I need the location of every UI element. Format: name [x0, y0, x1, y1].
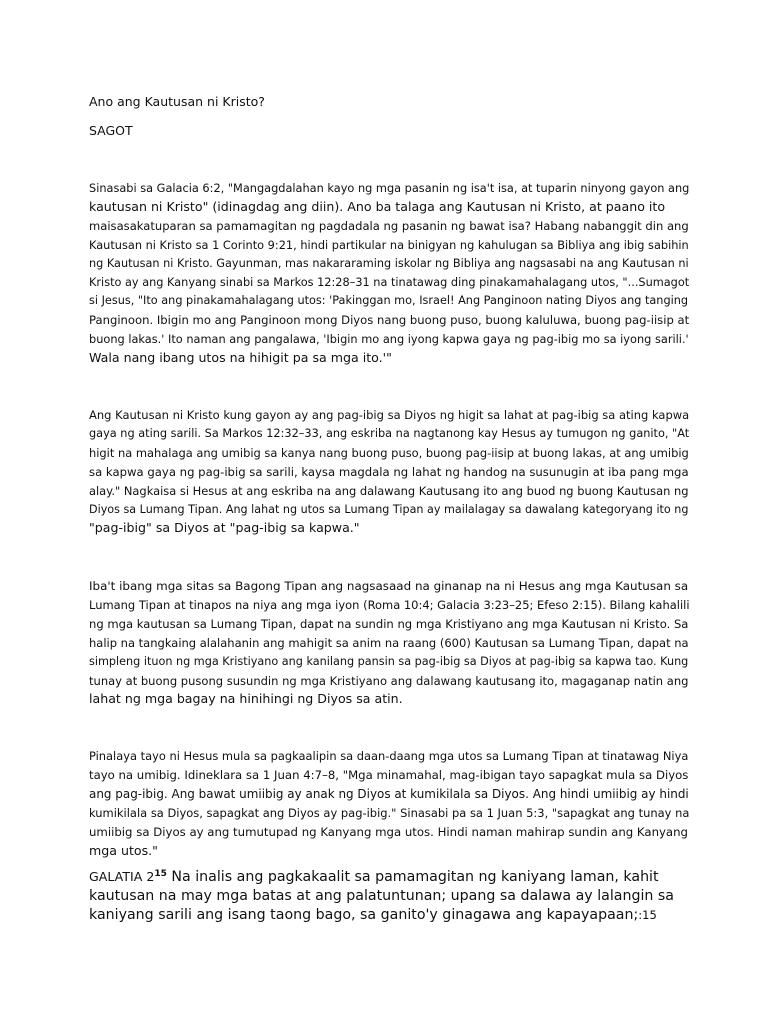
- paragraph-line: Pinalaya tayo ni Hesus mula sa pagkaalipin sa daan-daang mga utos sa Lumang Tipan at tinatawag Niya: [89, 749, 689, 763]
- verse-tail-ref: :15: [638, 907, 657, 922]
- paragraph-line: ng Kautusan ni Kristo. Gayunman, mas nakararaming iskolar ng Bibliya ang nagsasabi na ang Kautusan ni: [89, 256, 689, 270]
- paragraph-line: Ang Kautusan ni Kristo kung gayon ay ang pag-ibig sa Diyos ng higit sa lahat at pag-ibig sa ating kapwa: [89, 408, 690, 422]
- paragraph-3: [89, 577, 689, 709]
- paragraph-line: Lumang Tipan at tinapos na niya ang mga iyon (Roma 10:4; Galacia 3:23–25; Efeso 2:15). Bilang kahalili: [89, 597, 690, 612]
- paragraph-line: ang pag-ibig. Ang bawat umiibig ay anak ng Diyos at kumikilala sa Diyos. Ang hindi umiibig ay hindi: [89, 786, 689, 801]
- paragraph-line: tayo na umibig. Idineklara sa 1 Juan 4:7–8, "Mga minamahal, mag-ibigan tayo sapagkat mula sa Diyos: [89, 767, 689, 782]
- paragraph-line: Sinasabi sa Galacia 6:2, "Mangagdalahan kayo ng mga pasanin ng isa't isa, at tuparin ninyong gayon ang: [89, 181, 690, 195]
- paragraph-line: higit na mahalaga ang umibig sa kanya nang buong puso, buong pag-iisip at buong lakas, at ang umibig: [89, 445, 689, 460]
- verse-number: 15: [154, 869, 167, 879]
- paragraph-line: lahat ng mga bagay na hinihingi ng Diyos sa atin.: [89, 691, 403, 707]
- paragraph-line: kautusan ni Kristo" (idinagdag ang diin). Ano ba talaga ang Kautusan ni Kristo, at paano ito: [89, 198, 666, 214]
- verse-text-3: kaniyang sarili ang isang taong bago, sa ganito'y ginagawa ang kapayapaan;: [89, 906, 639, 923]
- paragraph-line: umiibig sa Diyos ay ang tumutupad ng Kanyang mga utos. Hindi naman mahirap sundin ang Kanyang: [89, 824, 688, 839]
- verse-line-2: kautusan na may mga batas at ang palatuntunan; upang sa dalawa ay lalangin sa: [89, 887, 675, 904]
- paragraph-line: buong lakas.' Ito naman ang pangalawa, 'Ibigin mo ang iyong kapwa gaya ng pag-ibig mo sa iyong sarili.': [89, 332, 689, 347]
- paragraph-line: Kautusan ni Kristo sa 1 Corinto 9:21, hindi partikular na binigyan ng kahulugan sa Bibliya ang ibig sabihin: [89, 237, 689, 252]
- verse-text-1: Na inalis ang pagkakaalit sa pamamagitan ng kaniyang laman, kahit: [171, 869, 659, 885]
- paragraph-line: Wala nang ibang utos na hihigit pa sa mga ito.'": [89, 350, 392, 366]
- paragraph-line: sa kapwa gaya ng pag-ibig sa sarili, kaysa magdala ng lahat ng handog na susunugin at iba pang mga: [89, 464, 689, 479]
- paragraph-line: Iba't ibang mga sitas sa Bagong Tipan ang nagsasaad na ginanap na ni Hesus ang mga Kautusan sa: [89, 579, 689, 593]
- paragraph-line: Kristo ay ang Kanyang sinabi sa Markos 12:28–31 na tinatawag ding pinakamahalagang utos, "...Sumagot: [89, 275, 690, 289]
- paragraph-line: alay." Nagkaisa si Hesus at ang eskriba na ang dalawang Kautusang ito ang buod ng buong Kautusan ng: [89, 483, 689, 498]
- paragraph-line: simpleng ituon ng mga Kristiyano ang kanilang pansin sa pag-ibig sa Diyos at pag-ibig sa kapwa tao. Kung: [89, 654, 689, 668]
- paragraph-line: ng mga kautusan sa Lumang Tipan, dapat na sundin ng mga Kristiyano ang mga Kautusan ni Kristo. Sa: [89, 616, 689, 631]
- paragraph-line: Diyos sa Lumang Tipan. Ang lahat ng utos sa Lumang Tipan ay mailalagay sa dawalang kategoryang ito ng: [89, 502, 689, 516]
- answer-heading: SAGOT: [89, 123, 133, 138]
- paragraph-line: si Jesus, "Ito ang pinakamahalagang utos: 'Pakinggan mo, Israel! Ang Panginoon nating Diyos ang tanging: [89, 294, 689, 308]
- paragraph-2: [89, 406, 689, 538]
- paragraph-line: tunay at buong pusong susundin ng mga Kristiyano ang dalawang kautusang ito, magaganap natin ang: [89, 673, 689, 688]
- paragraph-4: [89, 747, 689, 860]
- paragraph-line: "pag-ibig" sa Diyos at "pag-ibig sa kapwa.": [89, 520, 360, 536]
- page-title: Ano ang Kautusan ni Kristo?: [89, 94, 265, 109]
- verse-book: GALATIA 2: [89, 869, 155, 884]
- paragraph-line: Panginoon. Ibigin mo ang Panginoon mong Diyos nang buong puso, buong kaluluwa, buong pag-iisip at: [89, 313, 690, 328]
- verse-quote: [89, 868, 689, 924]
- paragraph-line: gaya ng ating sarili. Sa Markos 12:32–33, ang eskriba na nagtanong kay Hesus ay tumugon ng ganito, "At: [89, 426, 690, 440]
- verse-line-1: [89, 868, 689, 887]
- paragraph-line: halip na tangkaing alalahanin ang mahigit sa anim na raang (600) Kautusan sa Lumang Tipan, dapat na: [89, 635, 689, 650]
- paragraph-line: kumikilala sa Diyos, sapagkat ang Diyos ay pag-ibig." Sinasabi pa sa 1 Juan 5:3, "sapagkat ang tunay na: [89, 805, 690, 820]
- verse-line-3: [89, 906, 689, 925]
- paragraph-line: mga utos.": [89, 842, 158, 858]
- paragraph-1: [89, 179, 689, 368]
- paragraph-line: maisasakatuparan sa pamamagitan ng pagdadala ng pasanin ng bawat isa? Habang nabanggit din ang: [89, 218, 689, 233]
